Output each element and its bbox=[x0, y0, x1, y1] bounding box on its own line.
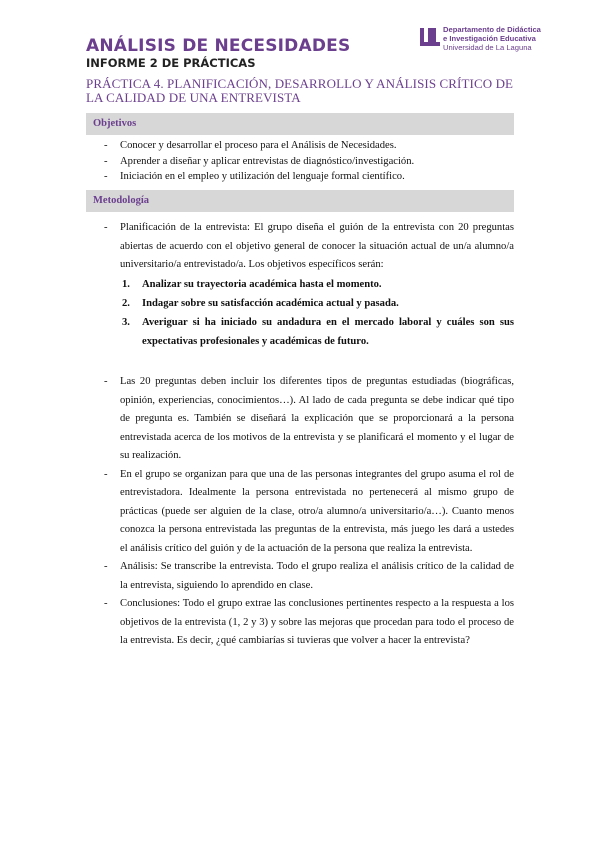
logo-line-1: Departamento de Didáctica bbox=[443, 25, 541, 34]
list-item: - Conocer y desarrollar el proceso para el Análisis de Necesidades. bbox=[102, 138, 514, 154]
document-title: ANÁLISIS DE NECESIDADES bbox=[86, 36, 351, 56]
objetivos-heading-bar bbox=[86, 113, 514, 135]
document-subtitle: INFORME 2 DE PRÁCTICAS bbox=[86, 56, 256, 70]
metodologia-heading: Metodología bbox=[93, 195, 149, 206]
list-item: - En el grupo se organizan para que una de las personas integrantes del grupo asuma el rol de entrevistadora. Idealmente la persona entrevistada no pertenecerá al mismo grupo de prácticas (puede ser alguien de la clase, otro/a alumno/a universitario/a…). Cuanto menos conozca la persona entrevistada las preguntas de la entrevista, más juego les dará a ustedes el análisis crítico del guión y de la actuación de la persona que realiza la entrevista. bbox=[102, 466, 514, 559]
list-item: - Conclusiones: Todo el grupo extrae las conclusiones pertinentes respecto a la respuesta a los objetivos de la entrevista (1, 2 y 3) y sobre las mejoras que procedan para todo el proceso de la entrevista. Es decir, ¿qué cambiarías si tuvieras que volver a hacer la entrevista? bbox=[102, 595, 514, 651]
list-item: - Las 20 preguntas deben incluir los diferentes tipos de preguntas estudiadas (biográficas, opinión, experiencias, conocimientos…). Al lado de cada pregunta se debe indicar qué tipo de pregunta es. También se diseñará la explicación que se proporcionará a la persona entrevistada acerca de los motivos de la entrevista y se planificará el momento y el lugar de su realización. bbox=[102, 373, 514, 466]
metodologia-heading-bar bbox=[86, 190, 514, 212]
objective-number: 2. bbox=[122, 297, 130, 309]
practice-title: PRÁCTICA 4. PLANIFICACIÓN, DESARROLLO Y ANÁLISIS CRÍTICO DE LA CALIDAD DE UNA ENTREVISTA bbox=[86, 76, 514, 105]
metodologia-list bbox=[102, 373, 514, 651]
objective-number: 3. bbox=[122, 316, 130, 328]
logo-line-2: e Investigación Educativa bbox=[443, 34, 536, 43]
objective-number: 1. bbox=[122, 278, 130, 290]
list-item: - Análisis: Se transcribe la entrevista. Todo el grupo realiza el análisis crítico de la calidad de la entrevista, siguiendo lo aprendido en clase. bbox=[102, 558, 514, 595]
objective-text: Averiguar si ha iniciado su andadura en el mercado laboral y cuáles son sus expectativas profesionales y académicas de futuro. bbox=[142, 316, 514, 347]
specific-objective bbox=[120, 313, 514, 351]
list-item: - Aprender a diseñar y aplicar entrevistas de diagnóstico/investigación. bbox=[102, 154, 514, 170]
list-item: - Iniciación en el empleo y utilización del lenguaje formal científico. bbox=[102, 169, 514, 185]
objective-text: Analizar su trayectoria académica hasta el momento. bbox=[142, 278, 382, 290]
objetivos-heading: Objetivos bbox=[93, 118, 137, 129]
specific-objectives-list bbox=[120, 275, 514, 351]
objective-text: Indagar sobre su satisfacción académica actual y pasada. bbox=[142, 297, 399, 309]
department-name bbox=[443, 25, 541, 52]
logo-line-3: Universidad de La Laguna bbox=[443, 43, 532, 52]
list-item bbox=[102, 219, 514, 351]
planificacion-text: Planificación de la entrevista: El grupo diseña el guión de la entrevista con 20 preguntas abiertas de acuerdo con el objetivo general de conocer la situación actual de un/a alumno/a universitario/a entrevistado/a. Los objetivos específicos serán: bbox=[120, 222, 514, 270]
specific-objective bbox=[120, 275, 514, 294]
metodologia-planning-list bbox=[102, 219, 514, 351]
specific-objective bbox=[120, 294, 514, 313]
objetivos-list bbox=[102, 138, 514, 185]
